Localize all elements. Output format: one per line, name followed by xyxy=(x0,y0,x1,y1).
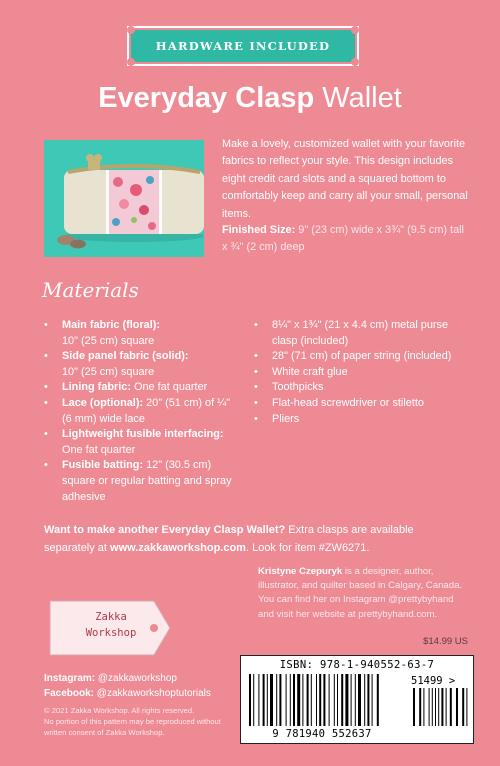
extra-text: Extra clasps are available separately at xyxy=(44,524,414,554)
barcode-bar xyxy=(441,688,443,726)
extra-question: Want to make another Everyday Clasp Wallet? xyxy=(44,524,286,536)
barcode-bar xyxy=(423,688,424,726)
barcode-bar xyxy=(249,674,251,726)
barcode-number: 9 781940 552637 xyxy=(272,728,372,740)
isbn-number: ISBN: 978-1-940552-63-7 xyxy=(279,659,435,671)
item-label: Side panel fabric (solid): xyxy=(62,350,189,363)
barcode-bar xyxy=(258,674,259,726)
barcode-bar xyxy=(435,688,436,726)
barcode-bar xyxy=(446,688,447,726)
barcode-bar xyxy=(364,674,365,726)
barcode-bar xyxy=(311,674,312,726)
barcode-bar xyxy=(355,674,356,726)
list-item: • White craft glue xyxy=(254,365,459,381)
product-photo xyxy=(44,140,204,257)
finished-size-label: Finished Size: xyxy=(222,224,296,236)
list-item: • Toothpicks xyxy=(254,380,459,396)
list-item xyxy=(44,427,239,458)
barcode-bar xyxy=(419,688,421,726)
zakka-workshop-logo xyxy=(44,597,174,659)
materials-list-right xyxy=(254,318,459,427)
barcode-bars xyxy=(241,672,473,732)
product-description: Make a lovely, customized wallet with your favorite fabrics to reflect your style. This design includes eight credit card slots and a squared bottom to comfortably keep and carry all your small, personal items. xyxy=(222,138,468,220)
barcode-bar xyxy=(438,688,439,726)
item-text: One fat quarter xyxy=(134,381,208,394)
barcode-bar xyxy=(462,688,464,726)
list-item: • 28" (71 cm) of paper string (included) xyxy=(254,349,459,365)
barcode-bar xyxy=(293,674,295,726)
isbn-barcode xyxy=(240,655,474,744)
copyright-line-2: No portion of this pattern may be reproduced without written consent of Zakka Workshop. xyxy=(44,717,221,737)
barcode-bar xyxy=(377,674,379,726)
barcode-bar xyxy=(267,674,268,726)
barcode-bar xyxy=(286,674,287,726)
bio-text: is a designer, author, illustrator, and quilter based in Calgary, Canada. You can find her on Instagram @prettybyhand and visit her website at prettybyhand.com. xyxy=(258,566,463,620)
item-text: 12" (30.5 cm) square or regular batting and spray adhesive xyxy=(62,459,232,503)
finished-size-value: 9" (23 cm) wide x 3¾" (9.5 cm) tall x ¾" (2 cm) deep xyxy=(222,224,464,254)
barcode-bar xyxy=(270,674,273,726)
page-title xyxy=(0,78,500,118)
item-label: Fusible batting: xyxy=(62,459,144,472)
barcode-bar xyxy=(253,674,254,726)
barcode-bar xyxy=(358,674,361,726)
barcode-bar xyxy=(263,674,265,726)
finished-size xyxy=(222,222,472,257)
price-code: 51499 > xyxy=(411,675,456,687)
item-label: Lace (optional): xyxy=(62,396,144,409)
materials-list-left xyxy=(44,318,239,505)
list-item xyxy=(44,349,239,380)
item-text: 10" (25 cm) square xyxy=(62,365,155,378)
extra-text-end: . Look for item #ZW6271. xyxy=(245,541,370,554)
barcode-bar xyxy=(345,674,348,726)
item-text: One fat quarter xyxy=(62,443,136,456)
barcode-bar xyxy=(323,674,325,726)
list-item xyxy=(44,318,239,349)
item-text: 10" (25 cm) square xyxy=(62,334,155,347)
title-bold: Everyday Clasp xyxy=(98,82,315,114)
barcode-bar xyxy=(337,674,338,726)
barcode-bar xyxy=(319,674,321,726)
logo-line-2: Workshop xyxy=(85,627,137,639)
barcode-bar xyxy=(413,688,415,726)
barcode-bar xyxy=(456,688,458,726)
copyright-notice xyxy=(44,705,244,738)
list-item: • Flat-head screwdriver or stiletto xyxy=(254,396,459,412)
designer-name: Kristyne Czepuryk xyxy=(258,566,343,577)
barcode-bar xyxy=(466,688,467,726)
list-item xyxy=(44,458,239,505)
barcode-bar xyxy=(341,674,343,726)
clasp-wallet-image xyxy=(44,140,204,257)
price-label: $14.99 US xyxy=(423,636,468,647)
instagram-label: Instagram: xyxy=(44,673,96,684)
barcode-bar xyxy=(279,674,281,726)
designer-bio xyxy=(258,565,470,622)
barcode-bar xyxy=(276,674,277,726)
hardware-included-banner xyxy=(131,30,355,62)
item-label: Main fabric (floral): xyxy=(62,319,161,331)
barcode-bar xyxy=(316,674,317,726)
barcode-bar xyxy=(450,688,452,726)
barcode-bar xyxy=(297,674,300,726)
barcode-bar xyxy=(334,674,335,726)
list-item xyxy=(44,380,239,396)
materials-heading: Materials xyxy=(42,278,139,302)
facebook-handle[interactable]: @zakkaworkshoptutorials xyxy=(94,687,211,699)
facebook-label: Facebook: xyxy=(44,687,95,699)
banner-label: HARDWARE INCLUDED xyxy=(155,39,331,53)
item-label: Lightweight fusible interfacing: xyxy=(62,428,224,441)
title-light: Wallet xyxy=(322,82,402,114)
barcode-bar xyxy=(351,674,352,726)
copyright-line-1: © 2021 Zakka Workshop. All rights reserved. xyxy=(44,706,195,715)
website-link[interactable]: www.zakkaworkshop.com xyxy=(110,541,246,554)
barcode-bar xyxy=(290,674,291,726)
item-text: 20" (51 cm) of ¼" (6 mm) wide lace xyxy=(62,396,231,425)
list-item: • 8¼" x 1¾" (21 x 4.4 cm) metal purse clasp (included) xyxy=(254,318,459,349)
barcode-bar xyxy=(432,688,433,726)
barcode-bar xyxy=(329,674,330,726)
logo-line-1: Zakka xyxy=(95,611,127,623)
barcode-bar xyxy=(367,674,369,726)
barcode-bar xyxy=(307,674,309,726)
instagram-handle[interactable]: @zakkaworkshop xyxy=(95,673,177,684)
barcode-bar xyxy=(302,674,303,726)
item-label: Lining fabric: xyxy=(62,381,131,394)
barcode-bar xyxy=(429,688,430,726)
barcode-bar xyxy=(372,674,373,726)
extra-clasps-note xyxy=(44,522,464,557)
list-item xyxy=(44,396,239,427)
list-item: • Pliers xyxy=(254,412,459,428)
